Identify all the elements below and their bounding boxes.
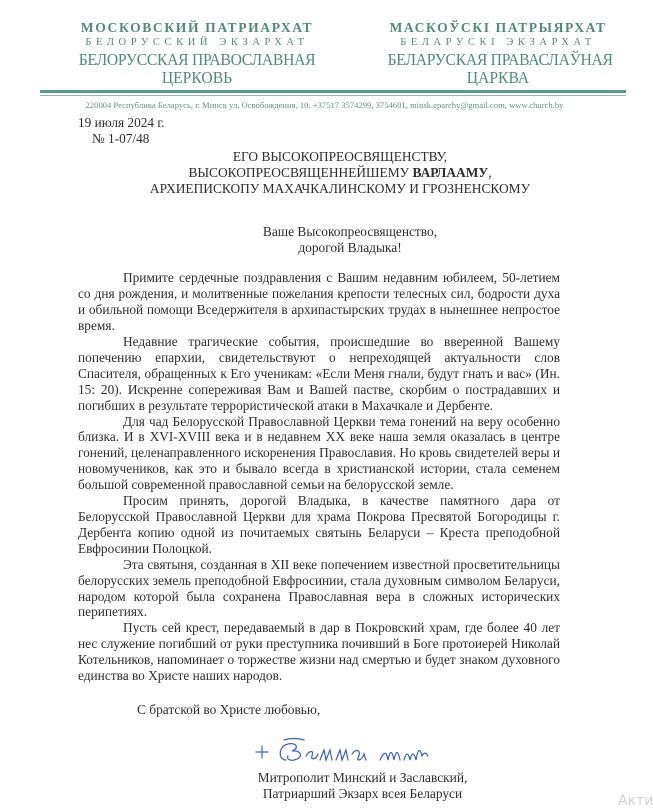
addressee-line2 <box>120 165 560 181</box>
salutation-line1: Ваше Высокопреосвященство, <box>262 224 438 240</box>
signer-block <box>200 770 525 802</box>
closing-phrase: С братской во Христе любовью, <box>137 701 321 717</box>
signer-title-line1: Митрополит Минский и Заславский, <box>257 769 468 785</box>
church-name-ru-line2: ЦЕРКОВЬ <box>161 68 233 87</box>
paragraph: Примите сердечные поздравления с Вашим недавним юбилеем, 50-летием со дня рождения, и молитвенные пожелания крепости телесных сил, бодрости духа и обильной помощи Вседержителя в архипастырских трудах в нынешнее непростое время. <box>78 270 560 334</box>
paragraph: Просим принять, дорогой Владыка, в качестве памятного дара от Белорусской Православной Церкви для храма Покрова Пресвятой Богородицы г. Дербента копию одной из почитаемых святынь Беларуси – Креста преподобной Евфросинии Полоцкой. <box>78 493 560 556</box>
header-divider-thin <box>40 95 626 96</box>
letter-meta <box>0 115 649 147</box>
contact-line: 220004 Республика Беларусь, г. Минск ул. Освобождения, 10. +37517 3574299, 3754601, minsk.eparchy@gmail.com, www.church.by <box>85 100 564 110</box>
paragraph: Эта святыня, созданная в XII веке попечением известной просветительницы белорусских земель преподобной Евфросинии, стала духовным символом Беларуси, народом которой была сохранена Православная вера в сложных исторических перипетиях. <box>78 556 560 620</box>
addressee-name: ВАРЛААМУ <box>412 164 489 180</box>
exarchate-title-by: БЕЛАРУСКІ ЭКЗАРХАТ <box>400 37 596 48</box>
handwritten-signature <box>248 734 468 764</box>
addressee-title: ВЫСОКОПРЕОСВЯЩЕННЕЙШЕМУ <box>188 164 413 180</box>
church-name-ru: БЕЛОРУССКАЯ ПРАВОСЛАВНАЯ <box>78 50 316 69</box>
paragraph: Для чад Белорусской Православной Церкви тема гонений на веру особенно близка. И в XVI-XVIII века и в недавнем XX веке наша земля оказалась в центре гонений, целенаправленного искоренения Православия. Но кровь свидетелей веры и новомучеников, как это и бывало всегда в христианской истории, стала семенем большой современной православной семьи на белорусской земле. <box>78 413 560 493</box>
addressee-line3: АРХИЕПИСКОПУ МАХАЧКАЛИНСКОМУ И ГРОЗНЕНСКОМУ <box>149 180 531 196</box>
letter-number: № 1-07/48 <box>92 131 150 146</box>
church-name-by: БЕЛАРУСКАЯ ПРАВАСЛАЎНАЯ <box>387 50 613 69</box>
letterhead-belarusian <box>378 20 618 87</box>
paragraph: Пусть сей крест, передаваемый в дар в Покровский храм, где более 40 лет нес служение погибший от руки преступника почивший в Боге протоиерей Николай Котельников, напоминает о торжестве жизни над смертью и будет знаком духовного единства во Христе наших народов. <box>78 620 560 684</box>
patriarchate-title-by: МАСКОЎСКІ ПАТРЫЯРХАТ <box>389 20 607 35</box>
church-name-by-line2: ЦАРКВА <box>466 68 530 87</box>
salutation <box>150 224 550 256</box>
letter-body <box>78 270 560 684</box>
addressee-comma: , <box>488 164 492 180</box>
header-divider-thick <box>40 90 626 93</box>
addressee-line1: ЕГО ВЫСОКОПРЕОСВЯЩЕНСТВУ, <box>232 149 448 164</box>
addressee-block <box>120 149 560 196</box>
salutation-line2: дорогой Владыка! <box>298 240 402 256</box>
exarchate-title-ru: БЕЛОРУССКИЙ ЭКЗАРХАТ <box>85 37 309 48</box>
patriarchate-title-ru: МОСКОВСКИЙ ПАТРИАРХАТ <box>80 20 314 35</box>
activation-watermark: Акти <box>618 793 653 809</box>
signer-title-line2: Патриарший Экзарх всея Беларуси <box>262 785 463 801</box>
letterhead <box>0 0 649 98</box>
paragraph: Недавние трагические события, происшедшие во вверенной Вашему попечению епархии, свидетельствуют о непреходящей актуальности слов Спасителя, обращенных к Его ученикам: «Если Меня гнали, будут гнать и вас» (Ин. 15: 20). Искренне сопереживая Вам и Вашей пастве, скорбим о пострадавших и погибших в результате террористической атаки в Махачкале и Дербенте. <box>78 334 560 413</box>
letter-date: 19 июля 2024 г. <box>78 115 165 130</box>
letterhead-russian <box>62 20 332 87</box>
